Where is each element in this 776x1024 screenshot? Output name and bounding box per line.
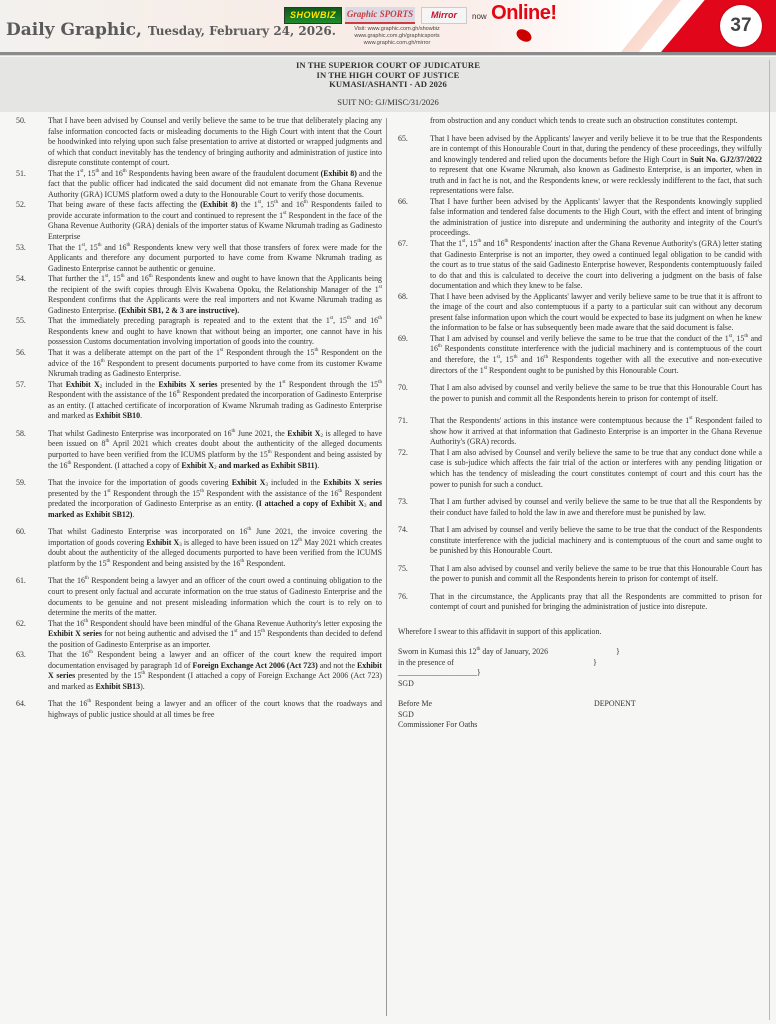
paragraph-67 xyxy=(398,239,762,292)
paragraph-56 xyxy=(16,348,382,380)
paragraph-text: That I am also advised by counsel and verily believe the same to be true that this Honourable Court has the power to punish and commit all the Respondents herein to prison for contempt of itself. xyxy=(430,563,762,584)
court-line-high-court: IN THE HIGH COURT OF JUSTICE xyxy=(316,69,460,80)
paragraph-60 xyxy=(16,527,382,569)
paragraph-64-continued: from obstruction and any conduct which tends to create such an obstruction constitutes contempt. xyxy=(430,116,738,125)
paragraph-text: That I have been advised by Counsel and verily believe the same to be true that deliberately placing any false information concocted facts or misleading documents to the High Court with intent that the Court be hoodwinked into relying upon such false presentation to arrive at distorted or wrapped judgments and of which that conduct inevitably has the tendency of bringing authority and administration of justice into disrepute constitute contempt of court. xyxy=(48,116,382,168)
paragraph-number: 61. xyxy=(16,576,26,586)
signature-line: ____________________} xyxy=(398,668,481,678)
paragraph-73 xyxy=(398,497,762,518)
paragraph-74 xyxy=(398,525,762,557)
paragraph-52 xyxy=(16,200,382,242)
paragraph-number: 56. xyxy=(16,348,26,358)
paragraph-text: That the invoice for the importation of goods covering Exhibit $X_3$ included in the Exhibits X series presented by the 1st Respondent through the 15th Respondent with the assistance of the 16th Respondent predated the incorporation of Gadinesto Enterprise as an entity. (I attached a copy of Exhibit $X_3$ and marked as Exhibit SB12). xyxy=(48,478,382,519)
paragraph-number: 74. xyxy=(398,525,408,535)
court-line-superior: IN THE SUPERIOR COURT OF JUDICATURE xyxy=(295,60,481,70)
paragraph-text: That I am also advised by counsel and verily believe the same to be true that this Honourable Court has the power to punish and commit all the Respondents herein to prison for contempt of itself. xyxy=(430,383,762,403)
affidavit-closing xyxy=(398,627,762,731)
paragraph-number: 67. xyxy=(398,239,408,249)
paragraph-59 xyxy=(16,478,382,520)
paragraph-number: 62. xyxy=(16,618,26,628)
bracket: } xyxy=(593,657,597,667)
paragraph-text: That I am also advised by Counsel and verily believe the same to be true that any conduct done while a case is sub-judice which affects the fair trial of the action or interferes with any pending litigation or which has the tendency of misleading the court constitutes contempt of court and this court has the power to punish for such a conduct. xyxy=(430,447,762,489)
paragraph-text: That I have been advised by the Applicants' lawyer and verily believe same to be true that it is affront to the image of the court and also contemptuous if a party to a particular suit can without any decorum present false information upon which the court would be expected to base its judgment on when he knew the information to be false or has subsequently been made aware that the said document is false. xyxy=(430,291,762,333)
paragraph-number: 57. xyxy=(16,379,26,389)
paragraph-text: That being aware of these facts affecting the (Exhibit 8) the 1st, 15th and 16th Respondents failed to provide accurate information to the court and continued to represent the 1st Respondent in the face of the Ghana Revenue Authority (GRA) denials of the importer status of Kwame Nkrumah trading as Gadinesto Enterprise xyxy=(48,200,382,242)
column-divider xyxy=(386,118,387,1016)
bracket: } xyxy=(616,647,620,657)
paragraph-75 xyxy=(398,564,762,585)
paragraph-text: That the Respondents' actions in this instance were contemptuous because the 1st Respondent failed to show how it arrived at that information that Gadinesto Enterprise is an importer in the Ghana Revenue Authority's (GRA) records. xyxy=(430,416,762,447)
masthead-divider xyxy=(0,52,776,56)
newspaper-masthead xyxy=(0,0,776,52)
paragraph-number: 69. xyxy=(398,333,408,343)
paragraph-text: That I have been advised by the Applicants' lawyer and verily believe it to be true that the Respondents are in contempt of this Honourable Court in that, during the pendency of these proceedings, they wilfully and knowingly tendered and relied upon the documents before the High Court in Suit No. GJ2/37/2022 to represent that one Kwame Nkrumah, also known as Gadinesto Enterprise, is an importer, when in truth and in fact he is not, and the Respondents knew, or were recklessly indifferent to the fact, that such representations were false. xyxy=(430,133,762,196)
visit-url-sports: www.graphic.com.gh/graphicsports xyxy=(354,33,440,39)
paragraph-number: 58. xyxy=(16,428,26,438)
commissioner-signed: SGD xyxy=(398,709,414,719)
online-promo xyxy=(284,2,574,50)
right-column xyxy=(398,116,762,731)
paragraph-text: That the 1st, 15th and 16th Respondents' inaction after the Ghana Revenue Authority's (GRA) letter stating that Gadinesto Enterprise is not an importer, they owed a continued legal obligation to be candid with the court as to true status of the said Gadinesto Enterprise however, Respondents contemptuously failed to do that and this is calculated to deceive the court into delivering a judgment on the basis of false documentation and which they knew to be false. xyxy=(430,239,762,291)
paragraph-text: That I am advised by counsel and verily believe the same to be true that the conduct of the Respondents constitute interference with the judicial machinery and is contemptuous of the court and same ought to be punished by this Honourable Court. xyxy=(430,525,762,556)
commissioner-for-oaths: Commissioner For Oaths xyxy=(398,720,478,730)
paragraph-58 xyxy=(16,429,382,471)
paragraph-number: 68. xyxy=(398,291,408,301)
paragraph-55 xyxy=(16,316,382,348)
paragraph-number: 60. xyxy=(16,527,26,537)
deponent-signed: SGD xyxy=(398,678,414,688)
suit-number: SUIT NO: GJ/MISC/31/2026 xyxy=(337,97,439,107)
paragraph-number: 52. xyxy=(16,200,26,210)
paragraph-text: That Exhibit $X_2$ included in the Exhibits X series presented by the 1st Respondent through the 15th Respondent with the assistance of the 16th Respondent predated the incorporation of Gadinesto Enterprise as an entity. (I attached certificate of incorporation of Kwame Nkrumah trading as Gadinesto Enterprise and marked as Exhibit SB10. xyxy=(48,379,382,421)
visit-urls xyxy=(312,26,482,47)
paragraph-text: That the 1st, 15th and 16th Respondents having been aware of the fraudulent document (Exhibit 8) and the fact that the public officer had indicated the said document did not emanate from the Ghana Revenue Authority (GRA) ICUMS platform owed a duty to the Honourable Court to verify those documents. xyxy=(48,168,382,199)
paragraph-number: 72. xyxy=(398,447,408,457)
before-me-line: Before Me DEPONENT xyxy=(398,699,636,709)
paragraph-text: That whilst Gadinesto Enterprise was incorporated on 16th June 2021, the Exhibit $X_2$ is alleged to have been issued on 8th April 2021 which creates doubt about the authenticity of the alleged documents purported to have been verified from the ICUMS platform by the 15th Respondent and being assisted by the 16th Respondent. (I attached a copy of Exhibit $X_2$ and marked as Exhibit SB11). xyxy=(48,428,383,471)
paragraph-number: 70. xyxy=(398,383,408,393)
showbiz-logo: SHOWBIZ xyxy=(284,7,342,24)
page-number: 37 xyxy=(720,5,762,47)
paragraph-63 xyxy=(16,650,382,692)
page-edge xyxy=(769,60,770,1020)
paragraph-text: That the immediately preceding paragraph is repeated and to the extent that the 1st, 15th and 16th Respondents knew and ought to have known that without being an importer, one cannot have in his possession Customs documentation involving importation of goods into the country. xyxy=(48,316,382,347)
paragraph-number: 55. xyxy=(16,316,26,326)
visit-url-showbiz: Visit: www.graphic.com.gh/showbiz xyxy=(354,26,440,32)
now-label: now xyxy=(472,12,487,21)
paragraph-76 xyxy=(398,592,762,613)
paragraph-number: 71. xyxy=(398,416,408,426)
paragraph-number: 65. xyxy=(398,133,408,143)
court-line-location: KUMASI/ASHANTI - AD 2026 xyxy=(329,79,447,89)
paragraph-text: That the 16th Respondent being a lawyer and an officer of the court knew the required import documentation envisaged by paragraph 1d of Foreign Exchange Act 2006 (Act 723) and not the Exhibit X series presented by the 15th Respondent (I attached a copy of Foreign Exchange Act 2006 (Act 723) and marked as Exhibit SB13). xyxy=(48,650,383,691)
online-label: Online! xyxy=(491,2,557,24)
paragraph-number: 66. xyxy=(398,196,408,206)
paragraph-61 xyxy=(16,576,382,618)
graphic-sports-logo: Graphic SPORTS xyxy=(345,7,415,24)
paragraph-69 xyxy=(398,334,762,376)
paragraph-text: That I am advised by counsel and verily believe the same to be true that the conduct of the 1st, 15th and 16th Respondents constitute interference with the judicial machinery and is contemptuous of the court and therefore, the 1st, 15th and 16th Respondents together with all the executive and non-executive directors of the 1st Respondent ought to be punished by this Honourable Court. xyxy=(430,333,762,375)
paper-name: Daily Graphic, xyxy=(6,20,142,40)
paragraph-64 xyxy=(16,699,382,720)
paragraph-62 xyxy=(16,619,382,651)
paragraph-68 xyxy=(398,292,762,334)
paragraph-number: 50. xyxy=(16,116,26,125)
paragraph-number: 73. xyxy=(398,497,408,507)
paragraph-text: That the 1st, 15th and 16th Respondents knew very well that those transfers of forex were made for the Applicants and therefore any document purported to have come from Kwame Nkrumah trading as Gadinesto Enterprise cannot be authentic or genuine. xyxy=(48,242,382,273)
paragraph-65 xyxy=(398,134,762,197)
presence-line: in the presence of } xyxy=(398,657,597,667)
paragraph-72 xyxy=(398,448,762,490)
paragraph-number: 51. xyxy=(16,168,26,178)
now-online-text xyxy=(472,2,557,25)
paragraph-text: That the 16th Respondent being a lawyer and an officer of the court owed a continuing obligation to the court to present only factual and accurate information on the true status of Gadinesto Enterprise and the documents to be genuine and not present misleading information which the court is to rely on to determine the merits of the matter. xyxy=(48,576,382,618)
left-column xyxy=(16,116,382,721)
court-header xyxy=(0,57,776,112)
paragraph-50 xyxy=(16,116,382,169)
paragraph-text: That the 16th Respondent should have been mindful of the Ghana Revenue Authority's letter exposing the Exhibit X series for not being authentic and advised the 1st and 15th Respondents than decided to defend the position of Gadinesto Enterprise as an importer. xyxy=(48,618,383,649)
paragraph-57 xyxy=(16,380,382,422)
paragraph-text: That I am further advised by counsel and verily believe the same to be true that all the Respondents by their conduct have failed to hold the law in awe and therefore must be punished by law. xyxy=(430,497,762,517)
paragraph-66 xyxy=(398,197,762,239)
mirror-logo: Mirror xyxy=(421,7,467,24)
sworn-line: Sworn in Kumasi this 12th day of January, 2026 } xyxy=(398,647,620,657)
paragraph-text: That whilst Gadinesto Enterprise was incorporated on 16th June 2021, the invoice covering the importation of goods covering Exhibit $X_3$ is alleged to have been issued on 12th May 2021 which creates doubt about the authenticity of the alleged documents purported to have been verified from the ICUMS platform by the 15th Respondent and being assisted by the 16th Respondent. xyxy=(48,527,382,568)
wherefore-statement: Wherefore I swear to this affidavit in support of this application. xyxy=(398,626,602,636)
paragraph-number: 76. xyxy=(398,591,408,601)
paragraph-number: 75. xyxy=(398,563,408,573)
deponent-label: DEPONENT xyxy=(594,699,636,709)
paragraph-number: 54. xyxy=(16,274,26,284)
paragraph-51 xyxy=(16,169,382,201)
paragraph-number: 59. xyxy=(16,478,26,488)
paragraph-53 xyxy=(16,243,382,275)
paragraph-text: That I have further been advised by the Applicants' lawyer that the Respondents knowingly supplied false information and tendered false documents to the High Court, with the effect and intent of bringing the administration of justice into disrepute and undermining the authority and integrity of the Court's proceedings. xyxy=(430,196,762,238)
paragraph-text: That in the circumstance, the Applicants pray that all the Respondents are committed to prison for contempt of court and punished for bringing the administration of justice into disrepute. xyxy=(430,591,762,612)
paragraph-text: That the 16th Respondent being a lawyer and an officer of the court knows that the roadways and highways of public justice should at all times be free xyxy=(48,699,382,719)
issue-date: Tuesday, February 24, 2026. xyxy=(147,24,336,38)
paragraph-number: 64. xyxy=(16,699,26,709)
paragraph-70 xyxy=(398,383,762,404)
paragraph-71 xyxy=(398,416,762,448)
computer-mouse-icon xyxy=(514,27,533,45)
visit-url-mirror: www.graphic.com.gh/mirror xyxy=(363,40,431,46)
paragraph-number: 53. xyxy=(16,242,26,252)
paragraph-number: 63. xyxy=(16,650,26,660)
paragraph-text: That it was a deliberate attempt on the part of the 1st Respondent through the 15th Respondent on the advice of the 16th Respondent to present documents purported to have come from its customer Kwame Nkrumah trading as Gadinesto Enterprise. xyxy=(48,348,382,379)
paragraph-54 xyxy=(16,274,382,316)
court-title xyxy=(0,61,776,90)
paragraph-text: That further the 1st, 15th and 16th Respondents knew and ought to have known that the Applicants being the recipient of the swift copies through Elvis Kwabena Opoku, the Relationship Manager of the 1st Respondent confirms that the Applicants were the real importers and not Kwame Nkrumah trading as Gadinesto Enterprise. (Exhibit SB1, 2 & 3 are instructive). xyxy=(48,274,382,315)
